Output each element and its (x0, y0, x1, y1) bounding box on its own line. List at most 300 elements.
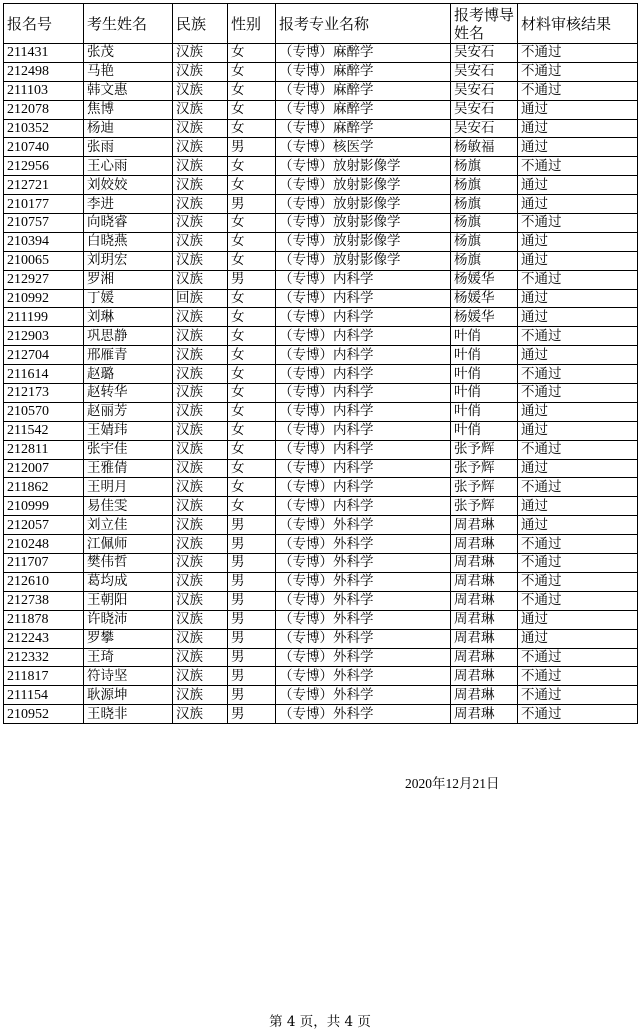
cell-registration-number: 211817 (4, 667, 84, 686)
cell-candidate-name: 王晓非 (84, 705, 173, 724)
cell-supervisor: 叶俏 (451, 365, 518, 384)
table-row (4, 686, 638, 705)
cell-gender: 男 (228, 629, 276, 648)
cell-ethnicity: 汉族 (173, 516, 228, 535)
cell-registration-number: 210740 (4, 138, 84, 157)
cell-registration-number: 212498 (4, 62, 84, 81)
cell-review-result: 不通过 (518, 648, 638, 667)
cell-review-result: 通过 (518, 176, 638, 195)
cell-review-result: 不通过 (518, 384, 638, 403)
cell-gender: 女 (228, 327, 276, 346)
cell-gender: 女 (228, 251, 276, 270)
cell-major: （专博）内科学 (276, 365, 451, 384)
table-row (4, 648, 638, 667)
cell-major: （专博）外科学 (276, 610, 451, 629)
header-registration-number: 报名号 (4, 4, 84, 44)
table-row (4, 629, 638, 648)
cell-gender: 女 (228, 100, 276, 119)
cell-gender: 女 (228, 478, 276, 497)
cell-registration-number: 210992 (4, 289, 84, 308)
cell-major: （专博）外科学 (276, 648, 451, 667)
table-row (4, 667, 638, 686)
cell-ethnicity: 汉族 (173, 157, 228, 176)
cell-registration-number: 211707 (4, 554, 84, 573)
table-row (4, 554, 638, 573)
cell-gender: 男 (228, 535, 276, 554)
cell-gender: 男 (228, 572, 276, 591)
cell-review-result: 通过 (518, 421, 638, 440)
cell-supervisor: 叶俏 (451, 384, 518, 403)
cell-supervisor: 周君琳 (451, 516, 518, 535)
cell-review-result: 通过 (518, 629, 638, 648)
cell-review-result: 不通过 (518, 81, 638, 100)
cell-candidate-name: 马艳 (84, 62, 173, 81)
cell-ethnicity: 汉族 (173, 497, 228, 516)
cell-supervisor: 周君琳 (451, 535, 518, 554)
cell-major: （专博）内科学 (276, 270, 451, 289)
cell-gender: 男 (228, 648, 276, 667)
cell-supervisor: 张予辉 (451, 459, 518, 478)
cell-review-result: 通过 (518, 459, 638, 478)
cell-gender: 女 (228, 384, 276, 403)
header-gender: 性别 (228, 4, 276, 44)
page-footer: 第 4 页，共 4 页 (269, 1014, 371, 1030)
cell-gender: 女 (228, 214, 276, 233)
header-major: 报考专业名称 (276, 4, 451, 44)
cell-supervisor: 杨旗 (451, 214, 518, 233)
table-row (4, 327, 638, 346)
cell-supervisor: 杨旗 (451, 232, 518, 251)
table-row (4, 610, 638, 629)
cell-review-result: 不通过 (518, 535, 638, 554)
cell-major: （专博）放射影像学 (276, 251, 451, 270)
table-row (4, 157, 638, 176)
cell-review-result: 不通过 (518, 686, 638, 705)
cell-registration-number: 210352 (4, 119, 84, 138)
cell-registration-number: 210570 (4, 402, 84, 421)
cell-review-result: 不通过 (518, 667, 638, 686)
cell-major: （专博）外科学 (276, 535, 451, 554)
cell-ethnicity: 汉族 (173, 119, 228, 138)
header-review-result: 材料审核结果 (518, 4, 638, 44)
cell-major: （专博）外科学 (276, 572, 451, 591)
cell-gender: 女 (228, 365, 276, 384)
cell-registration-number: 211542 (4, 421, 84, 440)
cell-registration-number: 212811 (4, 440, 84, 459)
cell-major: （专博）核医学 (276, 138, 451, 157)
table-row (4, 478, 638, 497)
cell-review-result: 不通过 (518, 44, 638, 63)
cell-ethnicity: 汉族 (173, 648, 228, 667)
cell-registration-number: 211154 (4, 686, 84, 705)
cell-gender: 女 (228, 440, 276, 459)
table-row (4, 459, 638, 478)
cell-supervisor: 周君琳 (451, 591, 518, 610)
cell-major: （专博）内科学 (276, 497, 451, 516)
cell-ethnicity: 汉族 (173, 44, 228, 63)
cell-review-result: 通过 (518, 119, 638, 138)
cell-candidate-name: 向晓睿 (84, 214, 173, 233)
cell-gender: 女 (228, 459, 276, 478)
cell-gender: 男 (228, 667, 276, 686)
cell-registration-number: 210757 (4, 214, 84, 233)
cell-supervisor: 吴安石 (451, 119, 518, 138)
table-row (4, 214, 638, 233)
cell-registration-number: 211878 (4, 610, 84, 629)
cell-ethnicity: 汉族 (173, 459, 228, 478)
cell-supervisor: 张予辉 (451, 440, 518, 459)
cell-gender: 男 (228, 195, 276, 214)
cell-supervisor: 杨旗 (451, 176, 518, 195)
cell-ethnicity: 汉族 (173, 440, 228, 459)
cell-major: （专博）麻醉学 (276, 62, 451, 81)
cell-supervisor: 杨敏福 (451, 138, 518, 157)
cell-registration-number: 212903 (4, 327, 84, 346)
cell-gender: 男 (228, 610, 276, 629)
cell-candidate-name: 葛均成 (84, 572, 173, 591)
cell-supervisor: 杨媛华 (451, 308, 518, 327)
cell-major: （专博）内科学 (276, 421, 451, 440)
cell-candidate-name: 赵丽芳 (84, 402, 173, 421)
cell-candidate-name: 樊伟哲 (84, 554, 173, 573)
cell-major: （专博）内科学 (276, 346, 451, 365)
cell-candidate-name: 许晓沛 (84, 610, 173, 629)
cell-ethnicity: 汉族 (173, 478, 228, 497)
cell-major: （专博）放射影像学 (276, 214, 451, 233)
cell-ethnicity: 汉族 (173, 535, 228, 554)
table-row (4, 289, 638, 308)
header-candidate-name: 考生姓名 (84, 4, 173, 44)
cell-ethnicity: 汉族 (173, 591, 228, 610)
cell-registration-number: 211103 (4, 81, 84, 100)
cell-registration-number: 211431 (4, 44, 84, 63)
cell-candidate-name: 耿源坤 (84, 686, 173, 705)
cell-ethnicity: 汉族 (173, 629, 228, 648)
cell-registration-number: 210999 (4, 497, 84, 516)
cell-gender: 女 (228, 497, 276, 516)
cell-ethnicity: 汉族 (173, 327, 228, 346)
header-ethnicity: 民族 (173, 4, 228, 44)
cell-ethnicity: 汉族 (173, 81, 228, 100)
cell-candidate-name: 王明月 (84, 478, 173, 497)
cell-candidate-name: 李进 (84, 195, 173, 214)
cell-supervisor: 周君琳 (451, 667, 518, 686)
cell-ethnicity: 汉族 (173, 270, 228, 289)
cell-ethnicity: 汉族 (173, 62, 228, 81)
table-row (4, 421, 638, 440)
table-header (4, 4, 638, 44)
cell-major: （专博）内科学 (276, 308, 451, 327)
cell-major: （专博）内科学 (276, 478, 451, 497)
cell-review-result: 不通过 (518, 214, 638, 233)
table-row (4, 535, 638, 554)
cell-registration-number: 212704 (4, 346, 84, 365)
cell-gender: 男 (228, 705, 276, 724)
cell-registration-number: 212243 (4, 629, 84, 648)
cell-candidate-name: 刘琳 (84, 308, 173, 327)
cell-registration-number: 212007 (4, 459, 84, 478)
cell-major: （专博）麻醉学 (276, 119, 451, 138)
cell-ethnicity: 汉族 (173, 195, 228, 214)
cell-registration-number: 212057 (4, 516, 84, 535)
cell-supervisor: 吴安石 (451, 100, 518, 119)
cell-major: （专博）麻醉学 (276, 44, 451, 63)
cell-supervisor: 叶俏 (451, 327, 518, 346)
header-supervisor: 报考博导姓名 (451, 4, 518, 44)
cell-registration-number: 212173 (4, 384, 84, 403)
cell-supervisor: 周君琳 (451, 705, 518, 724)
table-row (4, 195, 638, 214)
table-row (4, 384, 638, 403)
cell-review-result: 不通过 (518, 327, 638, 346)
table-row (4, 440, 638, 459)
cell-candidate-name: 赵转华 (84, 384, 173, 403)
cell-candidate-name: 巩思静 (84, 327, 173, 346)
cell-candidate-name: 王婧玮 (84, 421, 173, 440)
cell-review-result: 不通过 (518, 705, 638, 724)
cell-ethnicity: 汉族 (173, 346, 228, 365)
cell-review-result: 通过 (518, 402, 638, 421)
cell-review-result: 不通过 (518, 478, 638, 497)
cell-registration-number: 210065 (4, 251, 84, 270)
results-table (3, 3, 638, 724)
table-row (4, 705, 638, 724)
cell-supervisor: 吴安石 (451, 62, 518, 81)
cell-supervisor: 吴安石 (451, 44, 518, 63)
cell-review-result: 不通过 (518, 365, 638, 384)
cell-candidate-name: 张宇佳 (84, 440, 173, 459)
cell-major: （专博）外科学 (276, 516, 451, 535)
cell-ethnicity: 汉族 (173, 176, 228, 195)
cell-candidate-name: 王雅倩 (84, 459, 173, 478)
cell-candidate-name: 江佩师 (84, 535, 173, 554)
header-row (4, 4, 638, 44)
cell-major: （专博）内科学 (276, 440, 451, 459)
table-body (4, 44, 638, 724)
cell-review-result: 通过 (518, 308, 638, 327)
cell-major: （专博）外科学 (276, 686, 451, 705)
cell-ethnicity: 汉族 (173, 365, 228, 384)
cell-gender: 女 (228, 289, 276, 308)
cell-candidate-name: 王心雨 (84, 157, 173, 176)
cell-review-result: 通过 (518, 610, 638, 629)
table-row (4, 591, 638, 610)
cell-supervisor: 张予辉 (451, 478, 518, 497)
cell-registration-number: 210394 (4, 232, 84, 251)
cell-supervisor: 杨媛华 (451, 270, 518, 289)
cell-candidate-name: 罗湘 (84, 270, 173, 289)
cell-candidate-name: 王朝阳 (84, 591, 173, 610)
table-row (4, 81, 638, 100)
cell-gender: 女 (228, 44, 276, 63)
cell-ethnicity: 回族 (173, 289, 228, 308)
cell-gender: 男 (228, 138, 276, 157)
cell-gender: 女 (228, 157, 276, 176)
cell-review-result: 通过 (518, 195, 638, 214)
cell-review-result: 通过 (518, 346, 638, 365)
table-row (4, 308, 638, 327)
cell-major: （专博）内科学 (276, 402, 451, 421)
cell-ethnicity: 汉族 (173, 686, 228, 705)
table-row (4, 100, 638, 119)
cell-registration-number: 210177 (4, 195, 84, 214)
cell-ethnicity: 汉族 (173, 705, 228, 724)
cell-ethnicity: 汉族 (173, 232, 228, 251)
cell-candidate-name: 丁媛 (84, 289, 173, 308)
cell-candidate-name: 刘玥宏 (84, 251, 173, 270)
cell-gender: 男 (228, 686, 276, 705)
cell-review-result: 通过 (518, 232, 638, 251)
cell-registration-number: 212927 (4, 270, 84, 289)
cell-gender: 男 (228, 270, 276, 289)
cell-major: （专博）放射影像学 (276, 157, 451, 176)
table-row (4, 232, 638, 251)
cell-review-result: 通过 (518, 289, 638, 308)
cell-supervisor: 周君琳 (451, 554, 518, 573)
cell-major: （专博）麻醉学 (276, 100, 451, 119)
cell-registration-number: 212721 (4, 176, 84, 195)
cell-gender: 女 (228, 402, 276, 421)
table-row (4, 176, 638, 195)
cell-review-result: 不通过 (518, 62, 638, 81)
cell-candidate-name: 易佳雯 (84, 497, 173, 516)
cell-ethnicity: 汉族 (173, 251, 228, 270)
cell-review-result: 通过 (518, 251, 638, 270)
cell-major: （专博）放射影像学 (276, 195, 451, 214)
cell-ethnicity: 汉族 (173, 402, 228, 421)
cell-candidate-name: 符诗坚 (84, 667, 173, 686)
cell-review-result: 通过 (518, 516, 638, 535)
cell-supervisor: 周君琳 (451, 572, 518, 591)
cell-major: （专博）外科学 (276, 705, 451, 724)
cell-registration-number: 211614 (4, 365, 84, 384)
cell-candidate-name: 杨迪 (84, 119, 173, 138)
cell-ethnicity: 汉族 (173, 610, 228, 629)
cell-ethnicity: 汉族 (173, 214, 228, 233)
cell-review-result: 不通过 (518, 440, 638, 459)
cell-major: （专博）内科学 (276, 459, 451, 478)
cell-registration-number: 212332 (4, 648, 84, 667)
cell-registration-number: 212738 (4, 591, 84, 610)
cell-major: （专博）放射影像学 (276, 176, 451, 195)
cell-major: （专博）内科学 (276, 384, 451, 403)
cell-gender: 男 (228, 516, 276, 535)
cell-candidate-name: 罗攀 (84, 629, 173, 648)
table-row (4, 572, 638, 591)
cell-candidate-name: 韩文惠 (84, 81, 173, 100)
cell-ethnicity: 汉族 (173, 384, 228, 403)
table-row (4, 62, 638, 81)
cell-candidate-name: 王琦 (84, 648, 173, 667)
cell-ethnicity: 汉族 (173, 667, 228, 686)
cell-review-result: 不通过 (518, 554, 638, 573)
cell-review-result: 通过 (518, 138, 638, 157)
cell-registration-number: 211862 (4, 478, 84, 497)
cell-gender: 女 (228, 232, 276, 251)
cell-candidate-name: 白晓燕 (84, 232, 173, 251)
cell-gender: 女 (228, 346, 276, 365)
cell-gender: 女 (228, 119, 276, 138)
cell-candidate-name: 张茂 (84, 44, 173, 63)
cell-review-result: 通过 (518, 100, 638, 119)
cell-major: （专博）内科学 (276, 327, 451, 346)
cell-candidate-name: 刘立佳 (84, 516, 173, 535)
cell-supervisor: 周君琳 (451, 686, 518, 705)
table-row (4, 119, 638, 138)
cell-registration-number: 212078 (4, 100, 84, 119)
cell-supervisor: 杨旗 (451, 195, 518, 214)
cell-review-result: 不通过 (518, 157, 638, 176)
cell-major: （专博）外科学 (276, 591, 451, 610)
cell-candidate-name: 张雨 (84, 138, 173, 157)
cell-gender: 女 (228, 308, 276, 327)
table-row (4, 251, 638, 270)
cell-ethnicity: 汉族 (173, 572, 228, 591)
cell-major: （专博）外科学 (276, 629, 451, 648)
table-row (4, 402, 638, 421)
cell-ethnicity: 汉族 (173, 308, 228, 327)
cell-supervisor: 叶俏 (451, 402, 518, 421)
cell-supervisor: 吴安石 (451, 81, 518, 100)
table-row (4, 365, 638, 384)
cell-supervisor: 周君琳 (451, 629, 518, 648)
cell-gender: 女 (228, 81, 276, 100)
cell-major: （专博）外科学 (276, 554, 451, 573)
cell-major: （专博）内科学 (276, 289, 451, 308)
cell-registration-number: 210952 (4, 705, 84, 724)
cell-registration-number: 211199 (4, 308, 84, 327)
cell-candidate-name: 赵璐 (84, 365, 173, 384)
cell-supervisor: 杨媛华 (451, 289, 518, 308)
cell-registration-number: 210248 (4, 535, 84, 554)
table-row (4, 138, 638, 157)
cell-ethnicity: 汉族 (173, 100, 228, 119)
cell-supervisor: 叶俏 (451, 346, 518, 365)
cell-gender: 男 (228, 554, 276, 573)
cell-gender: 女 (228, 421, 276, 440)
cell-major: （专博）麻醉学 (276, 81, 451, 100)
cell-supervisor: 张予辉 (451, 497, 518, 516)
cell-candidate-name: 邢雁青 (84, 346, 173, 365)
cell-candidate-name: 刘姣姣 (84, 176, 173, 195)
cell-gender: 男 (228, 591, 276, 610)
table-row (4, 497, 638, 516)
cell-major: （专博）放射影像学 (276, 232, 451, 251)
cell-supervisor: 周君琳 (451, 610, 518, 629)
cell-supervisor: 杨旗 (451, 251, 518, 270)
cell-registration-number: 212956 (4, 157, 84, 176)
table-row (4, 516, 638, 535)
cell-supervisor: 叶俏 (451, 421, 518, 440)
cell-gender: 女 (228, 176, 276, 195)
document-date: 2020年12月21日 (405, 776, 500, 791)
cell-supervisor: 杨旗 (451, 157, 518, 176)
cell-ethnicity: 汉族 (173, 554, 228, 573)
cell-review-result: 通过 (518, 497, 638, 516)
table-row (4, 346, 638, 365)
cell-supervisor: 周君琳 (451, 648, 518, 667)
cell-ethnicity: 汉族 (173, 138, 228, 157)
table-row (4, 270, 638, 289)
cell-review-result: 不通过 (518, 591, 638, 610)
cell-review-result: 不通过 (518, 270, 638, 289)
cell-major: （专博）外科学 (276, 667, 451, 686)
table-row (4, 44, 638, 63)
cell-candidate-name: 焦博 (84, 100, 173, 119)
cell-review-result: 不通过 (518, 572, 638, 591)
cell-registration-number: 212610 (4, 572, 84, 591)
cell-gender: 女 (228, 62, 276, 81)
